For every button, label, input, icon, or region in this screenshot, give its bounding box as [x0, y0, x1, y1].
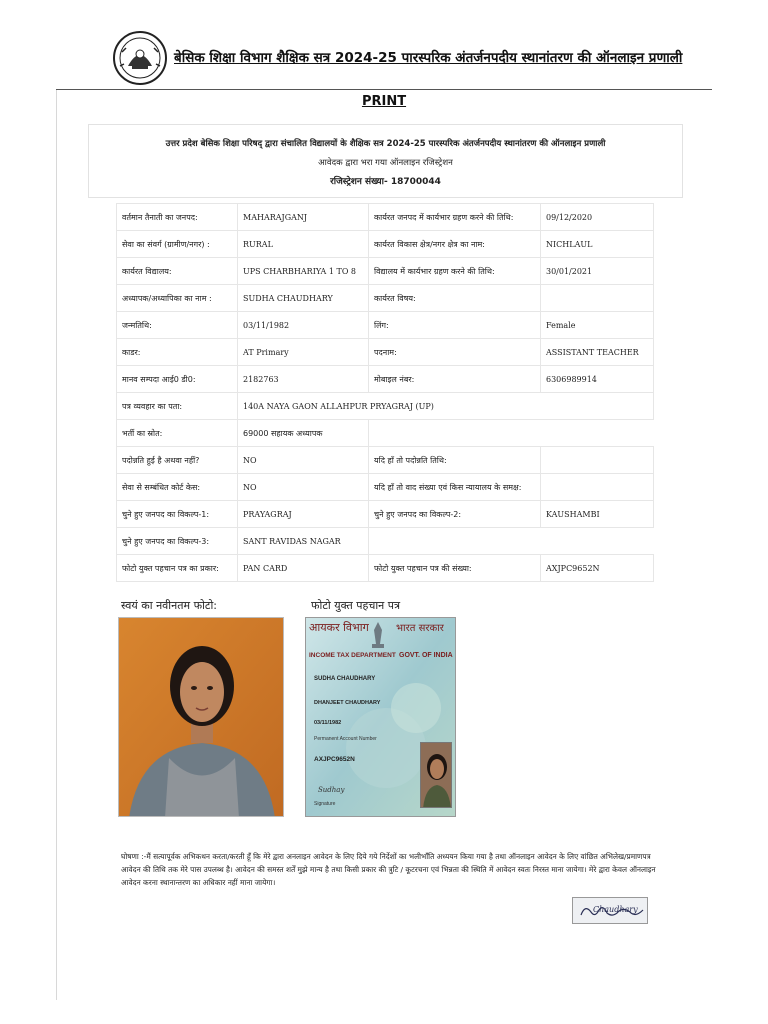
field-value: 69000 सहायक अध्यापक — [238, 420, 369, 447]
pan-signature: Sudhay — [318, 786, 345, 794]
field-value: 30/01/2021 — [541, 258, 654, 285]
field-value: ASSISTANT TEACHER — [541, 339, 654, 366]
pan-govt-hindi: भारत सरकार — [396, 623, 444, 634]
field-value: AT Primary — [238, 339, 369, 366]
table-row — [117, 366, 654, 393]
pan-govt-english: GOVT. OF INDIA — [399, 652, 453, 659]
field-label: यदि हाँ तो पदोन्नति तिथि: — [369, 447, 541, 474]
field-value: 140A NAYA GAON ALLAHPUR PRYAGRAJ (UP) — [238, 393, 654, 420]
field-label: यदि हाँ तो वाद संख्या एवं किस न्यायालय के समक्ष: — [369, 474, 541, 501]
declaration-text: घोषणा :-मैं सत्यापूर्वक अभिकथन करता/करती हूँ कि मेरे द्वारा अनलाइन आवेदन के लिए दिये गये निर्देशों का भलीभाँति अध्ययन किया गया है तथा ऑनलाइन आवेदन के लिए वांछित अभिलेख/प्रमाणपत्र आवेदन की तिथि तक मेरे पास उपलब्ध है। आवेदन की समस्त शर्तें मुझे मान्य है तथा किसी प्रकार की त्रुटि / कूटरचना एवं भिन्नता की स्थिति में आवेदन स्वतः निरस्त माना जायेगा। मेरे द्वारा केवल ऑनलाइन आवेदन करना स्थानान्तरण का अधिकार नहीं माना जायेगा। — [121, 852, 656, 887]
page-title: बेसिक शिक्षा विभाग शैक्षिक सत्र 2024-25 पारस्परिक अंतर्जनपदीय स्थानांतरण की ऑनलाइन प्रणाली — [174, 50, 683, 66]
field-label: पदोन्नति हुई है अथवा नहीं? — [117, 447, 238, 474]
field-value: NO — [238, 474, 369, 501]
field-label: जन्मतिथि: — [117, 312, 238, 339]
field-label: कार्यरत जनपद में कार्यभार ग्रहण करने की तिथि: — [369, 204, 541, 231]
field-value: 2182763 — [238, 366, 369, 393]
field-label: लिंग: — [369, 312, 541, 339]
table-row — [117, 420, 654, 447]
table-row — [117, 528, 654, 555]
field-value: Female — [541, 312, 654, 339]
empty-cell — [369, 528, 654, 555]
field-value — [541, 447, 654, 474]
table-row — [117, 501, 654, 528]
field-label: फोटो युक्त पहचान पत्र का प्रकार: — [117, 555, 238, 582]
pan-father-name: DHANJEET CHAUDHARY — [314, 700, 381, 706]
applicant-signature — [572, 897, 648, 924]
field-label: सेवा का संवर्ग (ग्रामीण/नगर) : — [117, 231, 238, 258]
pan-dept-english: INCOME TAX DEPARTMENT — [309, 652, 396, 659]
page-left-rule — [56, 90, 57, 1000]
applicant-details-table — [116, 203, 654, 582]
pan-holder-photo — [420, 742, 452, 808]
empty-cell — [369, 420, 654, 447]
field-label: चुने हुए जनपद का विकल्प-1: — [117, 501, 238, 528]
header-divider — [56, 89, 712, 90]
field-label: पत्र व्यवहार का पता: — [117, 393, 238, 420]
field-value: KAUSHAMBI — [541, 501, 654, 528]
registration-subtitle: आवेदक द्वारा भरा गया ऑनलाइन रजिस्ट्रेशन — [318, 158, 453, 168]
field-label: कार्यरत विद्यालय: — [117, 258, 238, 285]
system-title: उत्तर प्रदेश बेसिक शिक्षा परिषद् द्वारा संचालित विद्यालयों के शैक्षिक सत्र 2024-25 पारस्परिक अंतर्जनपदीय स्थानांतरण की ऑनलाइन प्रणाली — [165, 139, 606, 149]
table-row — [117, 474, 654, 501]
pan-dob: 03/11/1982 — [314, 720, 342, 726]
table-row — [117, 312, 654, 339]
field-value — [541, 285, 654, 312]
table-row — [117, 339, 654, 366]
field-value: 6306989914 — [541, 366, 654, 393]
field-label: चुने हुए जनपद का विकल्प-2: — [369, 501, 541, 528]
field-label: कार्यरत विकास क्षेत्र/नगर क्षेत्र का नाम: — [369, 231, 541, 258]
table-row — [117, 231, 654, 258]
field-value: PAN CARD — [238, 555, 369, 582]
field-value: UPS CHARBHARIYA 1 TO 8 — [238, 258, 369, 285]
registration-summary — [88, 124, 683, 198]
field-label: भर्ती का स्रोत: — [117, 420, 238, 447]
registration-number: रजिस्ट्रेशन संख्या- 18700044 — [330, 177, 441, 187]
table-row — [117, 555, 654, 582]
field-label: कार्यरत विषय: — [369, 285, 541, 312]
table-row — [117, 285, 654, 312]
pan-number: AXJPC9652N — [314, 756, 355, 763]
pan-card-image — [305, 617, 456, 817]
field-label: पदनाम: — [369, 339, 541, 366]
table-row — [117, 447, 654, 474]
field-value: AXJPC9652N — [541, 555, 654, 582]
signature-text: Chaudhary — [593, 905, 638, 914]
up-basic-shiksha-emblem-icon — [112, 30, 168, 86]
pan-dept-hindi: आयकर विभाग — [309, 621, 369, 634]
field-label: मोबाइल नंबर: — [369, 366, 541, 393]
field-label: चुने हुए जनपद का विकल्प-3: — [117, 528, 238, 555]
field-value: NO — [238, 447, 369, 474]
field-label: सेवा से सम्बंधित कोर्ट केस: — [117, 474, 238, 501]
field-value: MAHARAJGANJ — [238, 204, 369, 231]
field-value — [541, 474, 654, 501]
pan-holder-name: SUDHA CHAUDHARY — [314, 676, 376, 682]
print-heading: PRINT — [361, 94, 407, 109]
field-label: विद्यालय में कार्यभार ग्रहण करने की तिथि: — [369, 258, 541, 285]
self-photo-heading: स्वयं का नवीनतम फोटो: — [121, 599, 218, 612]
field-value: SANT RAVIDAS NAGAR — [238, 528, 369, 555]
table-row — [117, 204, 654, 231]
field-value: SUDHA CHAUDHARY — [238, 285, 369, 312]
field-label: मानव सम्पदा आई0 डी0: — [117, 366, 238, 393]
field-value: NICHLAUL — [541, 231, 654, 258]
table-row — [117, 393, 654, 420]
applicant-photo — [118, 617, 284, 817]
pan-number-label: Permanent Account Number — [314, 736, 377, 742]
field-value: RURAL — [238, 231, 369, 258]
field-label: फोटो युक्त पहचान पत्र की संख्या: — [369, 555, 541, 582]
field-value: 03/11/1982 — [238, 312, 369, 339]
page-header — [0, 0, 768, 92]
id-proof-heading: फोटो युक्त पहचान पत्र — [311, 599, 401, 612]
field-label: वर्तमान तैनाती का जनपद: — [117, 204, 238, 231]
field-value: PRAYAGRAJ — [238, 501, 369, 528]
pan-signature-label: Signature — [314, 801, 336, 807]
field-value: 09/12/2020 — [541, 204, 654, 231]
field-label: अध्यापक/अध्यापिका का नाम : — [117, 285, 238, 312]
table-row — [117, 258, 654, 285]
field-label: काडर: — [117, 339, 238, 366]
